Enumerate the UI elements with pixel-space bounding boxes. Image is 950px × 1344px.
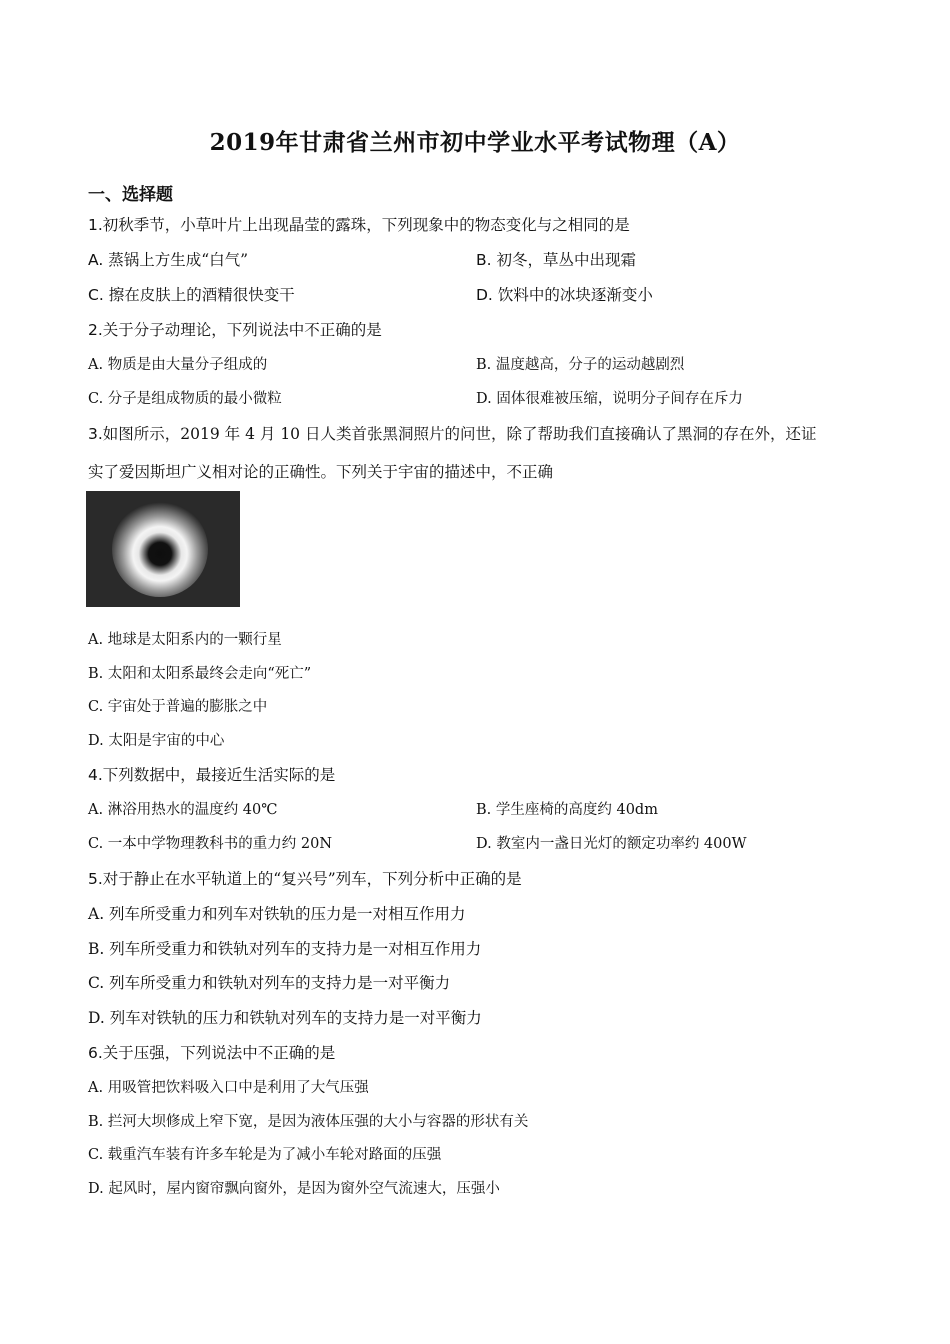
q2-option-a: A. 物质是由大量分子组成的 — [88, 357, 268, 373]
q1-option-d: D. 饮料中的冰块逐渐变小 — [476, 286, 653, 304]
question-number: 2. — [88, 321, 103, 339]
q4-option-a: A. 淋浴用热水的温度约 40℃ — [88, 802, 278, 818]
q4-option-b: B. 学生座椅的高度约 40dm — [476, 802, 658, 818]
question-5 — [88, 869, 522, 889]
question-3-continued: 实了爱因斯坦广义相对论的正确性。下列关于宇宙的描述中，不正确 — [88, 463, 554, 481]
question-number: 6. — [88, 1044, 103, 1062]
q4-option-d: D. 教室内一盏日光灯的额定功率约 400W — [476, 836, 747, 852]
q5-option-d: D. 列车对铁轨的压力和铁轨对列车的支持力是一对平衡力 — [88, 1009, 482, 1027]
question-number: 5. — [88, 870, 103, 888]
q3-option-a: A. 地球是太阳系内的一颗行星 — [88, 632, 282, 648]
question-text: 对于静止在水平轨道上的“复兴号”列车，下列分析中正确的是 — [102, 870, 522, 888]
q5-option-a: A. 列车所受重力和列车对铁轨的压力是一对相互作用力 — [88, 905, 466, 923]
q1-option-b: B. 初冬，草丛中出现霜 — [476, 251, 637, 269]
page-title: 2019年甘肃省兰州市初中学业水平考试物理（A） — [209, 129, 741, 156]
question-6 — [88, 1043, 335, 1063]
q3-option-d: D. 太阳是宇宙的中心 — [88, 733, 225, 749]
q2-option-c: C. 分子是组成物质的最小微粒 — [88, 391, 282, 407]
question-1 — [88, 215, 630, 235]
question-text: 下列数据中，最接近生活实际的是 — [102, 766, 336, 784]
q1-option-a: A. 蒸锅上方生成“白气” — [88, 251, 249, 269]
q6-option-b: B. 拦河大坝修成上窄下宽，是因为液体压强的大小与容器的形状有关 — [88, 1114, 529, 1130]
question-number: 1. — [88, 216, 103, 234]
black-hole-photo — [86, 491, 240, 607]
question-text: 如图所示，2019 年 4 月 10 日人类首张黑洞照片的问世，除了帮助我们直接确认了黑洞的存在外，还证 — [102, 425, 817, 443]
section-heading: 一、选择题 — [88, 185, 173, 205]
q2-option-d: D. 固体很难被压缩，说明分子间存在斥力 — [476, 391, 743, 407]
q3-option-b: B. 太阳和太阳系最终会走向“死亡” — [88, 666, 312, 682]
question-number: 3. — [88, 425, 103, 443]
question-text: 关于压强，下列说法中不正确的是 — [102, 1044, 336, 1062]
q5-option-c: C. 列车所受重力和铁轨对列车的支持力是一对平衡力 — [88, 974, 451, 992]
q4-option-c: C. 一本中学物理教科书的重力约 20N — [88, 836, 333, 852]
question-number: 4. — [88, 766, 103, 784]
q5-option-b: B. 列车所受重力和铁轨对列车的支持力是一对相互作用力 — [88, 940, 482, 958]
q1-option-c: C. 擦在皮肤上的酒精很快变干 — [88, 286, 295, 304]
black-hole-ring-image — [112, 501, 208, 597]
question-4 — [88, 765, 335, 785]
question-3 — [88, 424, 816, 444]
question-text: 初秋季节，小草叶片上出现晶莹的露珠，下列现象中的物态变化与之相同的是 — [102, 216, 630, 234]
q6-option-d: D. 起风时，屋内窗帘飘向窗外，是因为窗外空气流速大，压强小 — [88, 1181, 500, 1197]
q6-option-a: A. 用吸管把饮料吸入口中是利用了大气压强 — [88, 1080, 369, 1096]
q3-option-c: C. 宇宙处于普遍的膨胀之中 — [88, 699, 268, 715]
q6-option-c: C. 载重汽车装有许多车轮是为了减小车轮对路面的压强 — [88, 1147, 442, 1163]
q2-option-b: B. 温度越高，分子的运动越剧烈 — [476, 357, 685, 373]
question-text: 关于分子动理论，下列说法中不正确的是 — [102, 321, 382, 339]
question-2 — [88, 320, 382, 340]
